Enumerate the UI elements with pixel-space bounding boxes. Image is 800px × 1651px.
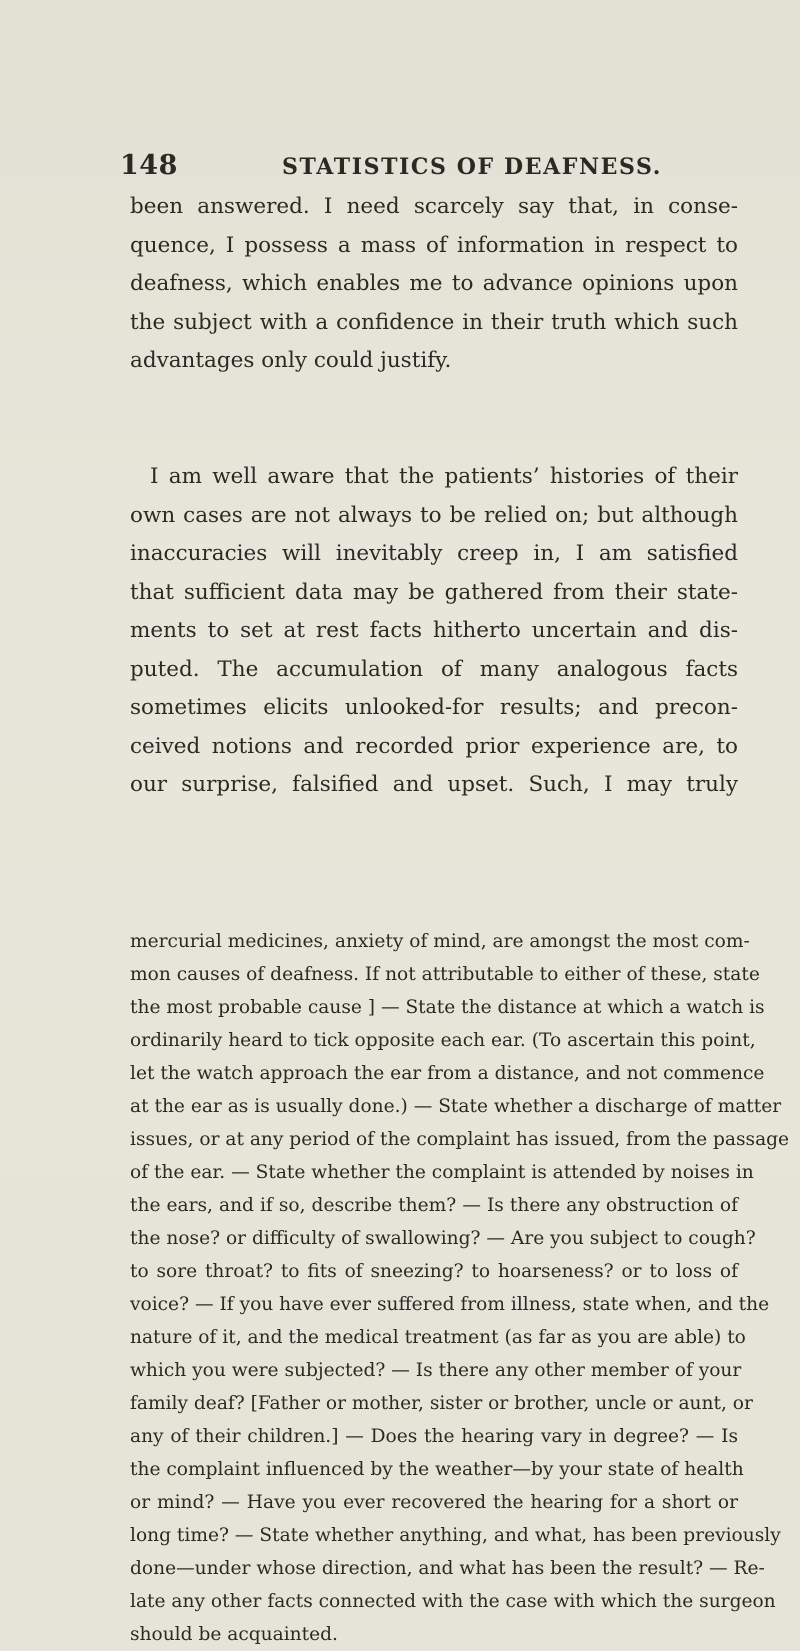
- running-head: STATISTICS OF DEAFNESS.: [282, 154, 663, 180]
- text-line: family deaf? [Father or mother, sister or brother, uncle or aunt, or: [130, 1393, 753, 1414]
- page-header: [120, 150, 740, 190]
- text-line: advantages only could justify.: [130, 348, 452, 373]
- text-line: which you were subjected? — Is there any other member of your: [130, 1360, 742, 1381]
- text-line: nature of it, and the medical treatment (as far as you are able) to: [130, 1327, 746, 1348]
- text-line: late any other facts connected with the case with which the surgeon: [130, 1591, 776, 1612]
- text-line: own cases are not always to be relied on; but although: [130, 502, 738, 528]
- text-line: inaccuracies will inevitably creep in, I am satisfied: [130, 541, 738, 566]
- page-number: 148: [120, 150, 178, 181]
- text-line: or mind? — Have you ever recovered the hearing for a short or: [130, 1492, 738, 1513]
- text-line: the most probable cause ] — State the distance at which a watch is: [130, 997, 765, 1018]
- text-line: mon causes of deafness. If not attributable to either of these, state: [130, 964, 760, 985]
- text-line: mercurial medicines, anxiety of mind, are amongst the most com-: [130, 931, 750, 952]
- text-line: any of their children.] — Does the hearing vary in degree? — Is: [130, 1426, 738, 1447]
- text-line: deafness, which enables me to advance opinions upon: [130, 271, 738, 296]
- text-line: been answered. I need scarcely say that, in conse-: [130, 194, 738, 219]
- text-line: the nose? or difficulty of swallowing? — Are you subject to cough?: [130, 1228, 756, 1249]
- text-line: done—under whose direction, and what has been the result? — Re-: [130, 1558, 765, 1579]
- text-line: ceived notions and recorded prior experience are, to: [130, 733, 738, 759]
- text-line: should be acquainted.: [130, 1624, 338, 1645]
- text-line: I am well aware that the patients’ histories of their: [150, 464, 738, 489]
- footnote-questions: [130, 925, 790, 1651]
- text-line: sometimes elicits unlooked-for results; and precon-: [130, 695, 738, 720]
- text-line: ordinarily heard to tick opposite each ear. (To ascertain this point,: [130, 1030, 756, 1051]
- text-line: ments to set at rest facts hitherto uncertain and dis-: [130, 618, 738, 643]
- text-line: issues, or at any period of the complaint has issued, from the passage: [130, 1129, 790, 1150]
- text-line: that sufficient data may be gathered from their state-: [130, 579, 738, 605]
- paragraph-patient-histories: [130, 458, 738, 805]
- paragraph-continuation: [130, 188, 738, 381]
- text-line: the subject with a confidence in their truth which such: [130, 309, 738, 335]
- text-line: voice? — If you have ever suffered from illness, state when, and the: [130, 1294, 770, 1315]
- text-line: the complaint influenced by the weather—by your state of health: [130, 1459, 744, 1480]
- text-line: our surprise, falsified and upset. Such, I may truly: [130, 772, 738, 797]
- text-line: quence, I possess a mass of information in respect to: [130, 232, 738, 258]
- text-line: let the watch approach the ear from a distance, and not commence: [130, 1063, 765, 1084]
- text-line: to sore throat? to fits of sneezing? to hoarseness? or to loss of: [130, 1261, 738, 1282]
- text-line: at the ear as is usually done.) — State whether a discharge of matter: [130, 1096, 782, 1117]
- text-line: puted. The accumulation of many analogous facts: [130, 656, 738, 682]
- text-line: of the ear. — State whether the complaint is attended by noises in: [130, 1162, 754, 1183]
- text-line: the ears, and if so, describe them? — Is there any obstruction of: [130, 1195, 738, 1216]
- text-line: long time? — State whether anything, and what, has been previously: [130, 1525, 781, 1546]
